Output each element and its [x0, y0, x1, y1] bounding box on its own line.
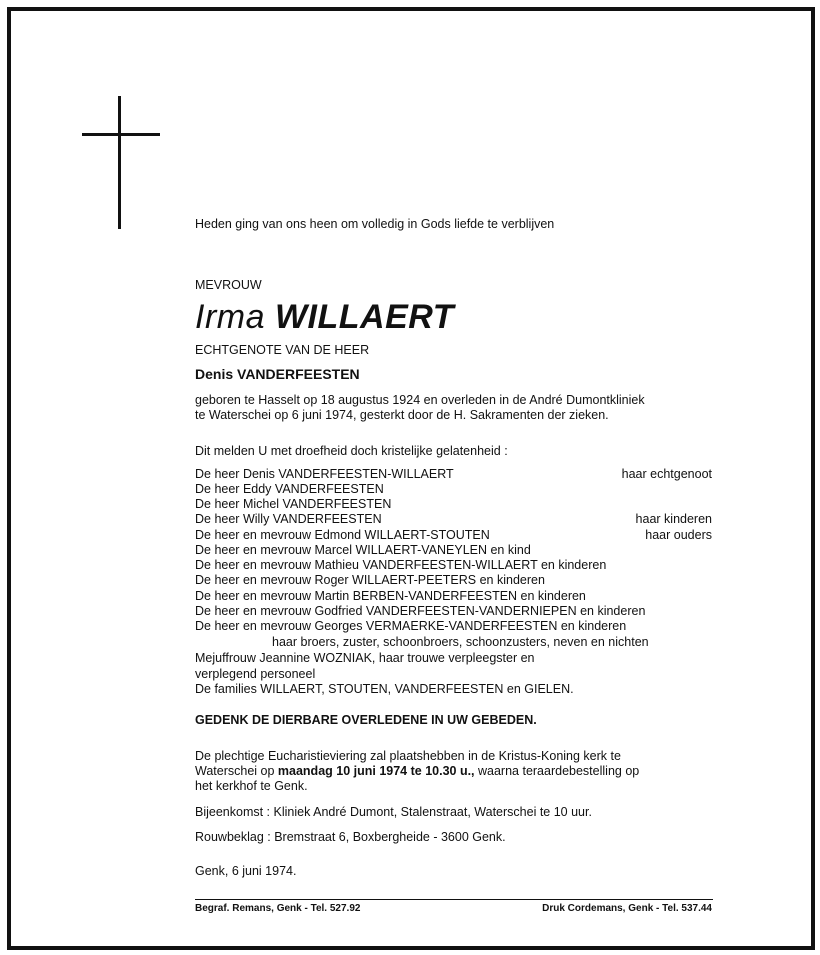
condolence-line: Rouwbeklag : Bremstraat 6, Boxbergheide - 3600 Genk.: [195, 830, 506, 844]
remember-line: GEDENK DE DIERBARE OVERLEDENE IN UW GEBEDEN.: [195, 713, 537, 727]
announcement: Dit melden U met droefheid doch kristelijke gelatenheid :: [195, 444, 508, 458]
spouse-name: Denis VANDERFEESTEN: [195, 366, 360, 382]
opening-line: Heden ging van ons heen om volledig in Gods liefde te verblijven: [195, 217, 555, 231]
service-line-2: [195, 764, 639, 779]
mourner-4: De heer Willy VANDERFEESTEN: [195, 512, 382, 526]
meeting-line: Bijeenkomst : Kliniek André Dumont, Stalenstraat, Waterschei te 10 uur.: [195, 805, 592, 819]
mourner-8: De heer en mevrouw Roger WILLAERT-PEETERS en kinderen: [195, 573, 545, 587]
relation-husband: haar echtgenoot: [621, 467, 712, 481]
first-name: Irma: [195, 298, 265, 336]
mourner-9: De heer en mevrouw Martin BERBEN-VANDERFEESTEN en kinderen: [195, 589, 586, 603]
mourner-2: De heer Eddy VANDERFEESTEN: [195, 482, 384, 496]
service-line-2-post: waarna teraardebestelling op: [474, 764, 640, 778]
cross-icon-bar: [82, 133, 160, 136]
mourner-7: De heer en mevrouw Mathieu VANDERFEESTEN-WILLAERT en kinderen: [195, 558, 607, 572]
service-line-3: het kerkhof te Genk.: [195, 779, 308, 793]
service-date: maandag 10 juni 1974 te 10.30 u.,: [277, 764, 475, 778]
service-line-1: De plechtige Eucharistieviering zal plaatshebben in de Kristus-Koning kerk te: [195, 749, 621, 763]
mourner-5: De heer en mevrouw Edmond WILLAERT-STOUTEN: [195, 528, 490, 542]
mourner-1: De heer Denis VANDERFEESTEN-WILLAERT: [195, 467, 454, 481]
mourner-6: De heer en mevrouw Marcel WILLAERT-VANEYLEN en kind: [195, 543, 531, 557]
extended-family-1: haar broers, zuster, schoonbroers, schoonzusters, neven en nichten: [272, 635, 649, 649]
footer-left: Begraf. Remans, Genk - Tel. 527.92: [195, 903, 361, 914]
extended-family-2: Mejuffrouw Jeannine WOZNIAK, haar trouwe verpleegster en: [195, 651, 535, 665]
spouse-intro: ECHTGENOTE VAN DE HEER: [195, 343, 370, 357]
extended-family-3: verplegend personeel: [195, 667, 316, 681]
relation-children: haar kinderen: [635, 512, 712, 526]
bio-line-2: te Waterschei op 6 juni 1974, gesterkt door de H. Sakramenten der zieken.: [195, 408, 609, 422]
service-line-2-pre: Waterschei op: [195, 764, 278, 778]
title-prefix: MEVROUW: [195, 278, 262, 292]
cross-icon: [118, 96, 121, 229]
footer-divider: [195, 899, 713, 900]
footer-right: Druk Cordemans, Genk - Tel. 537.44: [542, 903, 712, 914]
mourner-11: De heer en mevrouw Georges VERMAERKE-VANDERFEESTEN en kinderen: [195, 619, 627, 633]
last-name: WILLAERT: [274, 298, 454, 336]
mourner-10: De heer en mevrouw Godfried VANDERFEESTEN-VANDERNIEPEN en kinderen: [195, 604, 646, 618]
mourner-3: De heer Michel VANDERFEESTEN: [195, 497, 392, 511]
relation-parents: haar ouders: [645, 528, 712, 542]
extended-family-4: De families WILLAERT, STOUTEN, VANDERFEESTEN en GIELEN.: [195, 682, 574, 696]
bio-line-1: geboren te Hasselt op 18 augustus 1924 en overleden in de André Dumontkliniek: [195, 393, 645, 407]
place-date: Genk, 6 juni 1974.: [195, 864, 297, 878]
deceased-name: [195, 297, 454, 337]
